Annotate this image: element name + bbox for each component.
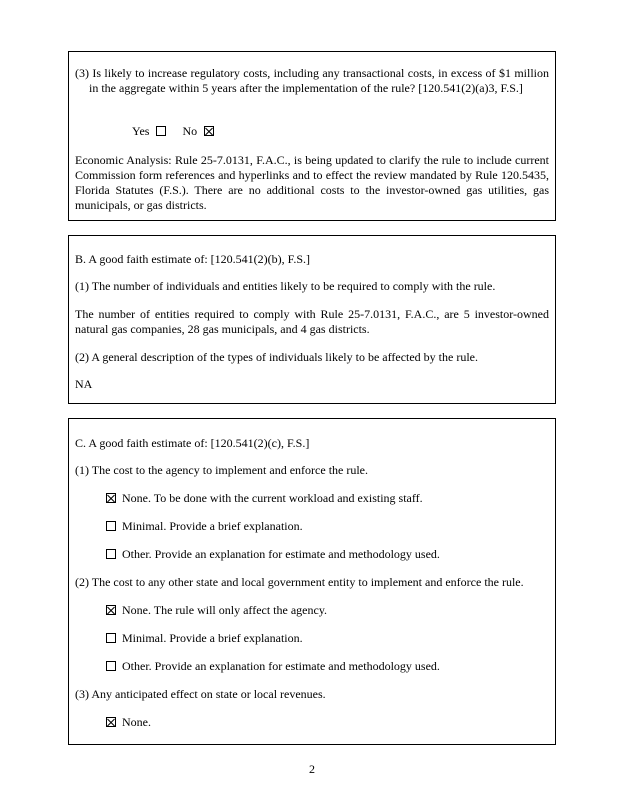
option-q2-none[interactable] xyxy=(106,603,546,618)
checkbox-unchecked[interactable] xyxy=(106,661,116,671)
no-label: No xyxy=(182,124,198,138)
checkbox-checked[interactable] xyxy=(106,717,116,727)
yes-no-row xyxy=(132,124,220,139)
page-number: 2 xyxy=(309,762,315,776)
option-label: None. To be done with the current workload and existing staff. xyxy=(122,491,423,505)
section-b-question-2: (2) A general description of the types of individuals likely to be affected by the rule. xyxy=(75,350,478,364)
section-b-heading: B. A good faith estimate of: [120.541(2)(b), F.S.] xyxy=(75,252,311,266)
checkbox-unchecked[interactable] xyxy=(106,633,116,643)
section-a-box xyxy=(68,51,556,221)
section-b-question-1: (1) The number of individuals and entities likely to be required to comply with the rule. xyxy=(75,279,496,293)
yes-label: Yes xyxy=(132,124,150,138)
option-q1-none[interactable] xyxy=(106,491,546,506)
checkbox-checked[interactable] xyxy=(106,605,116,615)
section-c-box xyxy=(68,418,556,745)
option-q2-other[interactable] xyxy=(106,659,546,674)
section-c-heading: C. A good faith estimate of: [120.541(2)(c), F.S.] xyxy=(75,436,310,450)
option-label: None. xyxy=(122,715,151,729)
section-c-question-1: (1) The cost to the agency to implement and enforce the rule. xyxy=(75,463,369,477)
section-b-answer-2: NA xyxy=(75,377,93,391)
no-checkbox[interactable] xyxy=(204,126,214,136)
option-q1-minimal[interactable] xyxy=(106,519,546,534)
option-label: Minimal. Provide a brief explanation. xyxy=(122,631,303,645)
checkbox-unchecked[interactable] xyxy=(106,549,116,559)
section-b-answer-1: The number of entities required to comply with Rule 25-7.0131, F.A.C., are 5 investor-owned natural gas companies, 28 gas municipals, and 4 gas districts. xyxy=(75,307,549,336)
section-c-question-3: (3) Any anticipated effect on state or local revenues. xyxy=(75,687,326,701)
option-q1-other[interactable] xyxy=(106,547,546,562)
option-label: Minimal. Provide a brief explanation. xyxy=(122,519,303,533)
checkbox-checked[interactable] xyxy=(106,493,116,503)
option-q2-minimal[interactable] xyxy=(106,631,546,646)
option-label: Other. Provide an explanation for estimate and methodology used. xyxy=(122,659,440,673)
question-3-text: (3) Is likely to increase regulatory costs, including any transactional costs, in excess of $1 million in the aggregate within 5 years after the implementation of the rule? [120.541(2)(a)3, F.S.] xyxy=(75,66,549,95)
option-label: Other. Provide an explanation for estimate and methodology used. xyxy=(122,547,440,561)
checkbox-unchecked[interactable] xyxy=(106,521,116,531)
section-b-box xyxy=(68,235,556,404)
economic-analysis-text: Economic Analysis: Rule 25-7.0131, F.A.C., is being updated to clarify the rule to include current Commission form references and hyperlinks and to effect the review mandated by Rule 120.5435, Florida Statutes (F.S.). There are no additional costs to the investor-owned gas utilities, gas municipals, or gas districts. xyxy=(75,153,549,212)
option-label: None. The rule will only affect the agency. xyxy=(122,603,328,617)
section-c-question-2: (2) The cost to any other state and local government entity to implement and enforce the rule. xyxy=(75,575,524,589)
yes-checkbox[interactable] xyxy=(156,126,166,136)
option-q3-none[interactable] xyxy=(106,715,546,730)
